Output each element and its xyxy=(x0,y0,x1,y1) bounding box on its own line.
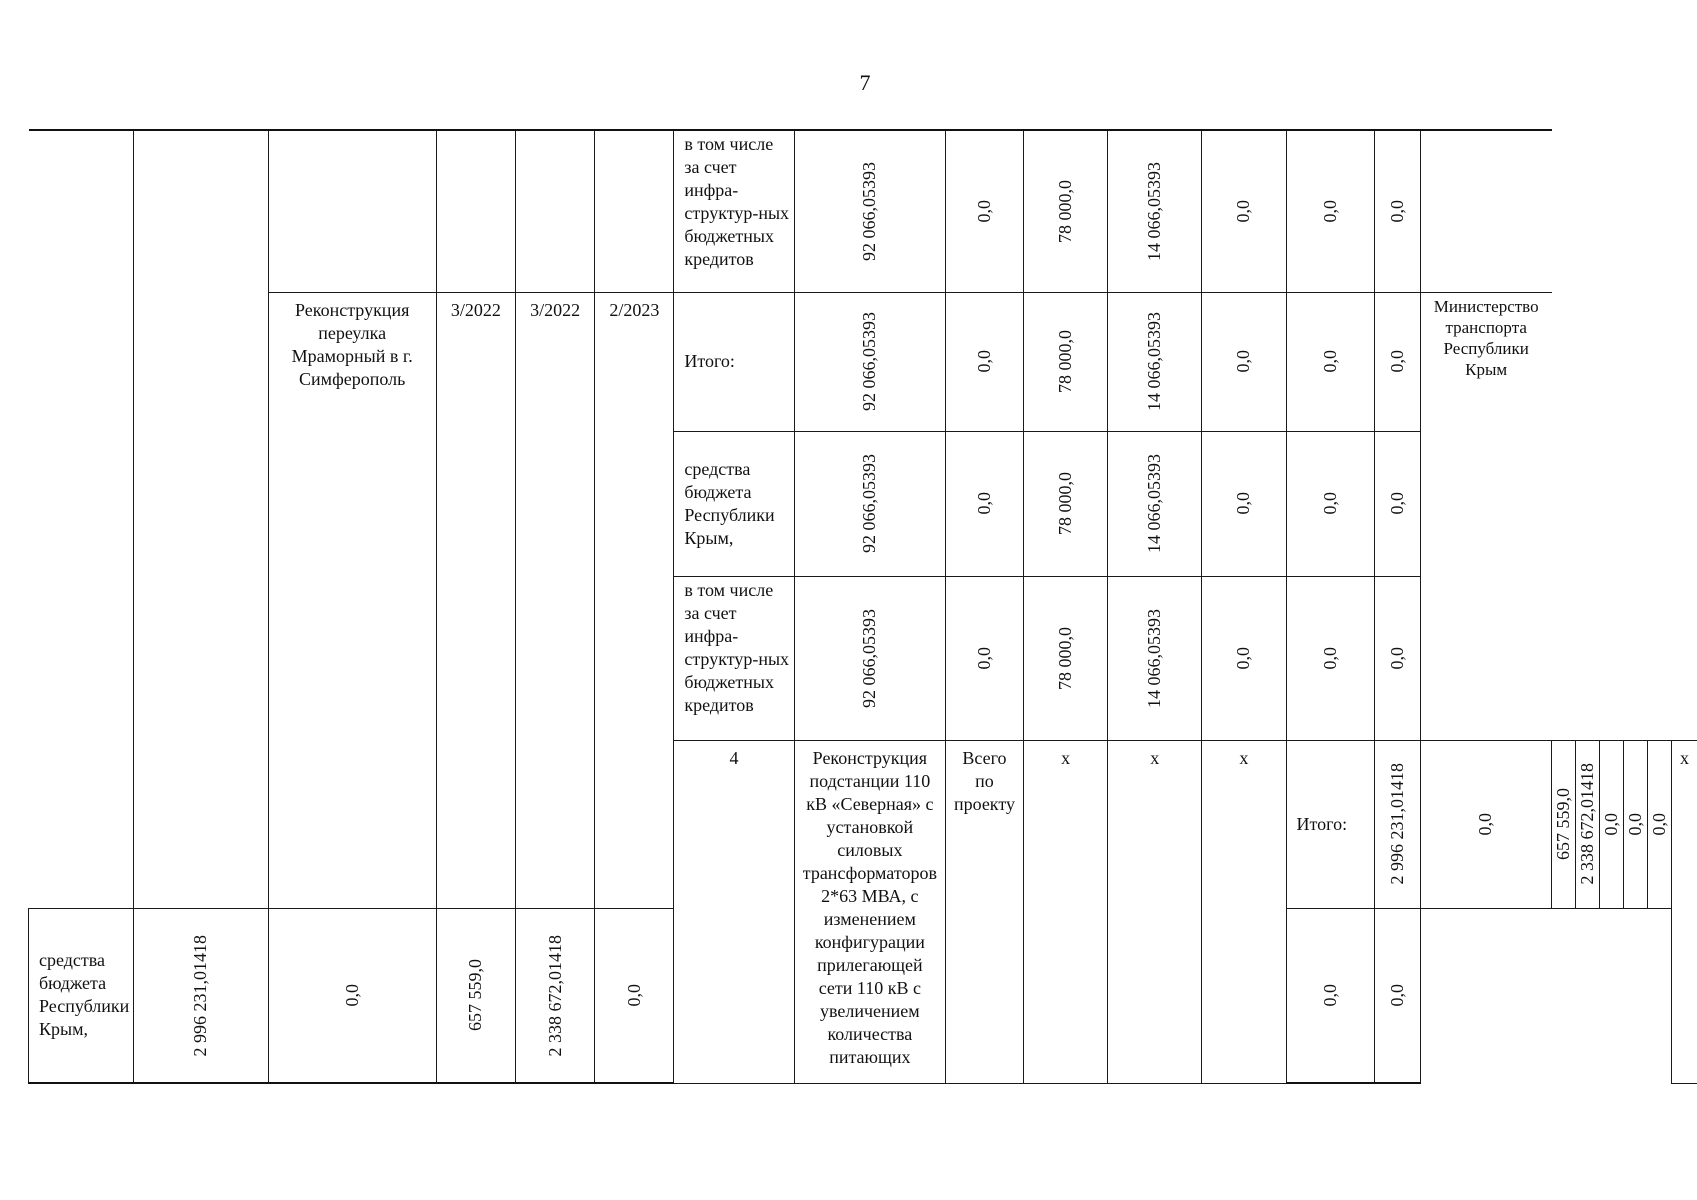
value: 0,0 xyxy=(973,646,994,670)
value-cell xyxy=(794,292,945,431)
value-cell xyxy=(1108,431,1202,576)
value-cell xyxy=(794,130,945,292)
value-cell xyxy=(1286,292,1374,431)
table-row xyxy=(29,292,1697,431)
value-cell xyxy=(1023,576,1107,740)
value-cell xyxy=(1374,740,1420,908)
value-cell xyxy=(1023,431,1107,576)
value-cell xyxy=(515,908,595,1083)
value-cell xyxy=(945,431,1023,576)
value-cell xyxy=(134,908,268,1083)
value: 0,0 xyxy=(623,984,644,1007)
value-cell xyxy=(1420,740,1551,908)
value: 78 000,0 xyxy=(1055,626,1076,690)
funding-source-cell: средства бюджета Республики Крым, xyxy=(674,431,794,576)
value: 14 066,05393 xyxy=(1144,312,1165,411)
value-cell xyxy=(945,292,1023,431)
value-cell xyxy=(1374,292,1420,431)
funding-source-cell: Итого: xyxy=(1286,740,1374,908)
date-cell xyxy=(515,130,595,292)
value-cell xyxy=(794,576,945,740)
value: 657 559,0 xyxy=(1553,788,1573,860)
value: 2 338 672,01418 xyxy=(1577,763,1597,885)
value: 0,0 xyxy=(973,350,994,373)
value-cell xyxy=(595,908,674,1083)
value: 78 000,0 xyxy=(1055,330,1076,393)
date-cell: x xyxy=(1202,740,1286,1083)
value: 0,0 xyxy=(1601,812,1621,836)
value-cell xyxy=(1624,740,1648,908)
project-name-cell xyxy=(134,130,268,908)
value: 0,0 xyxy=(1233,492,1254,515)
value-total: 92 066,05393 xyxy=(859,312,880,411)
value-cell xyxy=(1108,130,1202,292)
value-total: 2 996 231,01418 xyxy=(1386,763,1407,885)
value: 0,0 xyxy=(1319,200,1340,223)
value: 0,0 xyxy=(1319,350,1340,373)
value-cell xyxy=(1202,431,1286,576)
value-cell xyxy=(794,431,945,576)
value-cell xyxy=(1286,908,1374,1083)
value-cell xyxy=(1576,740,1600,908)
responsible-cell xyxy=(1420,130,1551,292)
value-cell xyxy=(1023,130,1107,292)
row-number-cell xyxy=(29,130,134,908)
value: 0,0 xyxy=(1625,812,1645,836)
value-cell xyxy=(1023,292,1107,431)
value-cell xyxy=(1202,292,1286,431)
object-name-cell xyxy=(268,130,436,292)
value: 0,0 xyxy=(1319,492,1340,515)
value: 0,0 xyxy=(1233,350,1254,373)
value-cell xyxy=(1286,130,1374,292)
value-cell xyxy=(1286,431,1374,576)
value-total: 92 066,05393 xyxy=(859,454,880,553)
funding-source-cell: в том числе за счет инфра-структур-ных бюджетных кредитов xyxy=(674,576,794,740)
value: 14 066,05393 xyxy=(1144,608,1165,708)
date-cell: 3/2022 xyxy=(515,292,595,908)
value: 78 000,0 xyxy=(1055,179,1076,243)
date-cell xyxy=(436,130,515,292)
value: 0,0 xyxy=(1233,646,1254,670)
value: 657 559,0 xyxy=(465,959,486,1032)
value: 0,0 xyxy=(1386,492,1407,515)
value-cell xyxy=(1552,740,1576,908)
value-cell xyxy=(1374,431,1420,576)
value-cell xyxy=(945,130,1023,292)
value-cell xyxy=(1108,576,1202,740)
value: 0,0 xyxy=(1649,812,1669,836)
value: 0,0 xyxy=(973,492,994,515)
value: 78 000,0 xyxy=(1055,472,1076,535)
date-cell: 3/2022 xyxy=(436,292,515,908)
page-number: 7 xyxy=(859,70,871,95)
object-name-cell: Реконструкция переулка Мраморный в г. Симферополь xyxy=(268,292,436,908)
row-number-cell: 4 xyxy=(674,740,794,1083)
value: 0,0 xyxy=(1233,200,1254,223)
funding-source-cell: Итого: xyxy=(674,292,794,431)
value-cell xyxy=(1202,130,1286,292)
value-cell xyxy=(1374,908,1420,1083)
value-cell xyxy=(1648,740,1672,908)
value-cell xyxy=(1374,130,1420,292)
funding-source-cell: средства бюджета Республики Крым, xyxy=(29,908,134,1083)
date-cell xyxy=(595,130,674,292)
value-total: 2 996 231,01418 xyxy=(190,934,211,1056)
value: 14 066,05393 xyxy=(1144,161,1165,261)
value-total: 92 066,05393 xyxy=(859,161,880,261)
value: 0,0 xyxy=(1386,200,1407,223)
object-name-cell: Всего по проекту xyxy=(945,740,1023,1083)
value-cell xyxy=(945,576,1023,740)
value: 0,0 xyxy=(341,984,362,1007)
value-cell xyxy=(1108,292,1202,431)
value: 2 338 672,01418 xyxy=(544,934,565,1056)
value-cell xyxy=(1600,740,1624,908)
value: 0,0 xyxy=(1386,984,1407,1007)
date-cell: x xyxy=(1023,740,1107,1083)
value: 0,0 xyxy=(1386,350,1407,373)
date-cell: x xyxy=(1108,740,1202,1083)
value: 0,0 xyxy=(1319,984,1340,1007)
date-cell: 2/2023 xyxy=(595,292,674,908)
project-name-cell: Реконструкция подстанции 110 кВ «Северная» с установкой силовых трансформаторов 2*63 МВА, с изменением конфигурации прилегающей сети 110 кВ с увеличением количества питающих xyxy=(794,740,945,1083)
funding-source-cell: в том числе за счет инфра-структур-ных бюджетных кредитов xyxy=(674,130,794,292)
value-total: 92 066,05393 xyxy=(859,608,880,708)
value: 0,0 xyxy=(1475,812,1496,836)
value: 0,0 xyxy=(1386,646,1407,670)
value-cell xyxy=(268,908,436,1083)
value-cell xyxy=(1286,576,1374,740)
table-row xyxy=(29,130,1697,292)
responsible-cell: x xyxy=(1672,740,1697,1083)
budget-table xyxy=(28,129,1697,1084)
value-cell xyxy=(1202,576,1286,740)
value: 0,0 xyxy=(973,200,994,223)
value-cell xyxy=(1374,576,1420,740)
responsible-cell: Министерство транспорта Республики Крым xyxy=(1420,292,1551,740)
value: 14 066,05393 xyxy=(1144,454,1165,553)
value: 0,0 xyxy=(1319,646,1340,670)
value-cell xyxy=(436,908,515,1083)
